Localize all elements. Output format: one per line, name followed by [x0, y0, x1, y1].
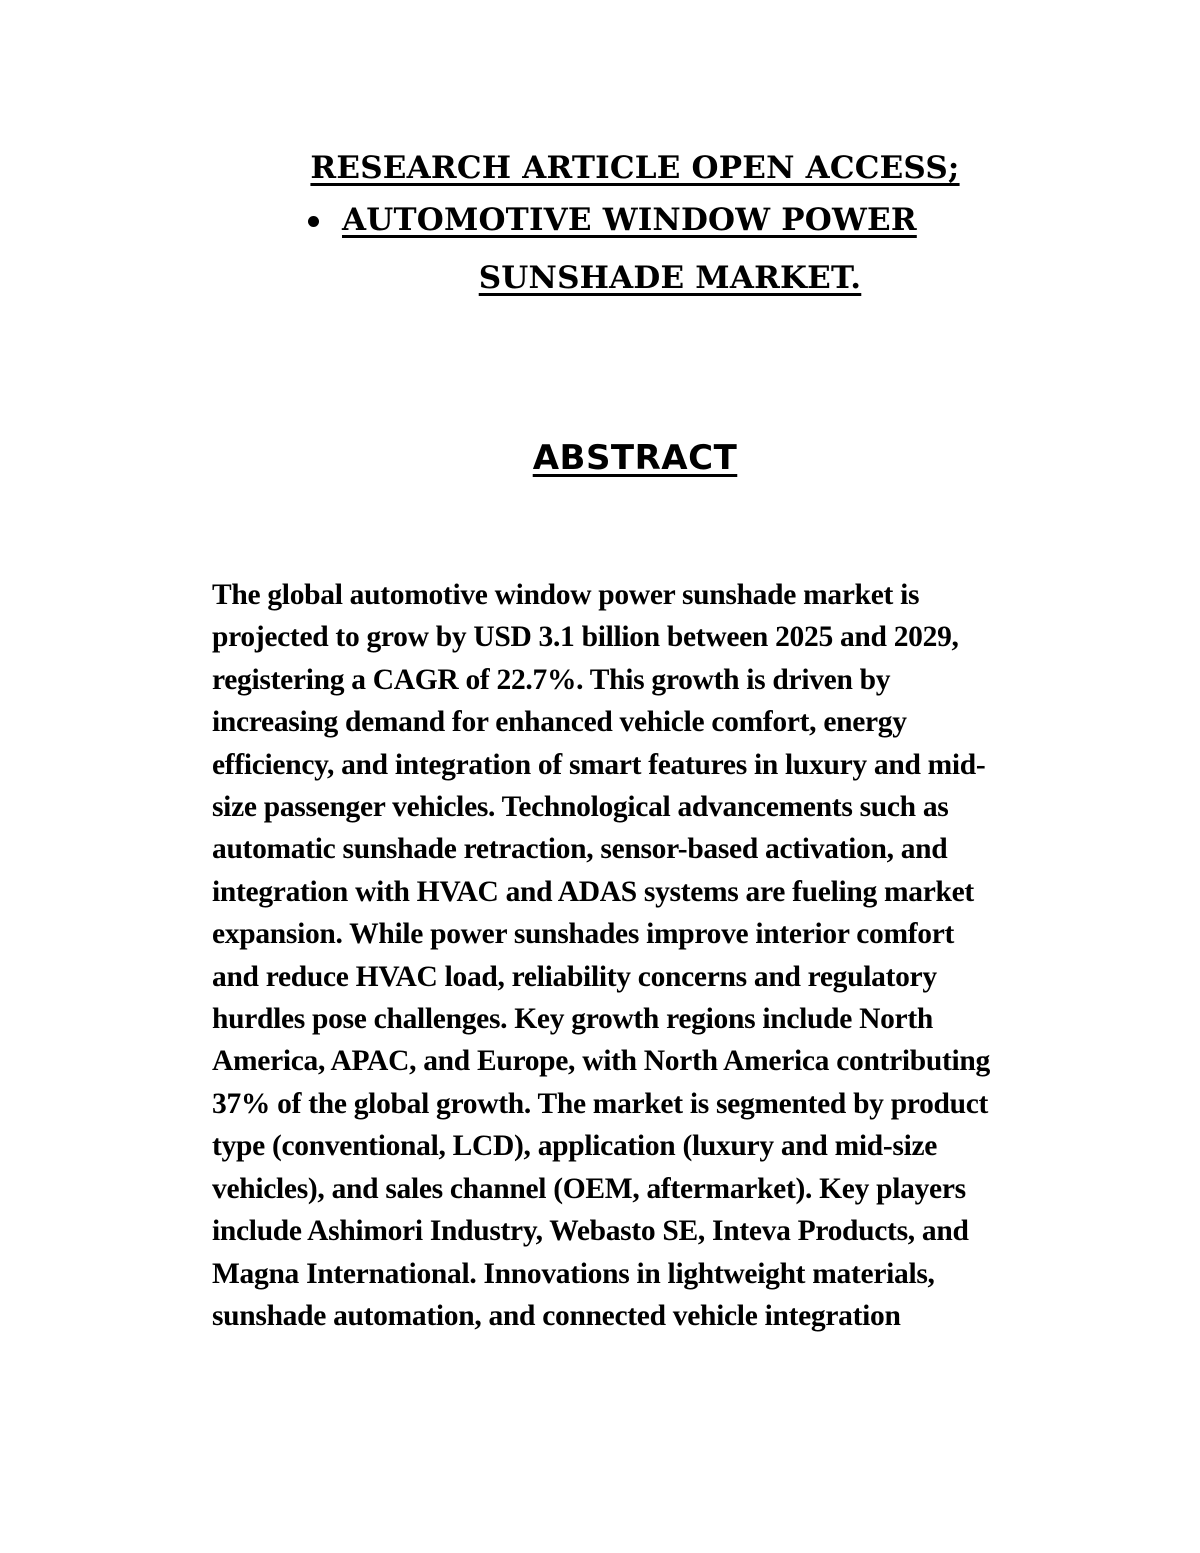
abstract-line: hurdles pose challenges. Key growth regions include North	[212, 1003, 933, 1036]
abstract-line: sunshade automation, and connected vehicle integration	[212, 1299, 901, 1332]
abstract-line: registering a CAGR of 22.7%. This growth is driven by	[212, 663, 891, 696]
abstract-line: increasing demand for enhanced vehicle comfort, energy	[212, 706, 907, 739]
abstract-line: expansion. While power sunshades improve interior comfort	[212, 918, 955, 951]
abstract-line: efficiency, and integration of smart features in luxury and mid-	[212, 748, 986, 781]
abstract-line: integration with HVAC and ADAS systems are fueling market	[212, 875, 974, 908]
abstract-line: size passenger vehicles. Technological advancements such as	[212, 791, 949, 824]
abstract-line: projected to grow by USD 3.1 billion between 2025 and 2029,	[212, 621, 959, 654]
title-line-1: RESEARCH ARTICLE OPEN ACCESS;	[310, 150, 960, 186]
abstract-body	[212, 574, 1052, 1337]
abstract-heading: ABSTRACT	[532, 438, 738, 478]
abstract-line: Magna International. Innovations in lightweight materials,	[212, 1257, 935, 1290]
title-line-3: SUNSHADE MARKET.	[478, 260, 862, 296]
title-line-2: AUTOMOTIVE WINDOW POWER	[342, 202, 917, 238]
abstract-line: America, APAC, and Europe, with North America contributing	[212, 1045, 990, 1078]
abstract-line: The global automotive window power sunshade market is	[212, 579, 920, 611]
abstract-line: and reduce HVAC load, reliability concerns and regulatory	[212, 960, 937, 993]
abstract-line: automatic sunshade retraction, sensor-based activation, and	[212, 833, 948, 866]
abstract-line: vehicles), and sales channel (OEM, aftermarket). Key players	[212, 1172, 966, 1205]
abstract-line: type (conventional, LCD), application (luxury and mid-size	[212, 1130, 938, 1163]
bullet-icon	[308, 216, 319, 227]
abstract-line: include Ashimori Industry, Webasto SE, Inteva Products, and	[212, 1215, 969, 1248]
abstract-line: 37% of the global growth. The market is segmented by product	[212, 1087, 989, 1120]
